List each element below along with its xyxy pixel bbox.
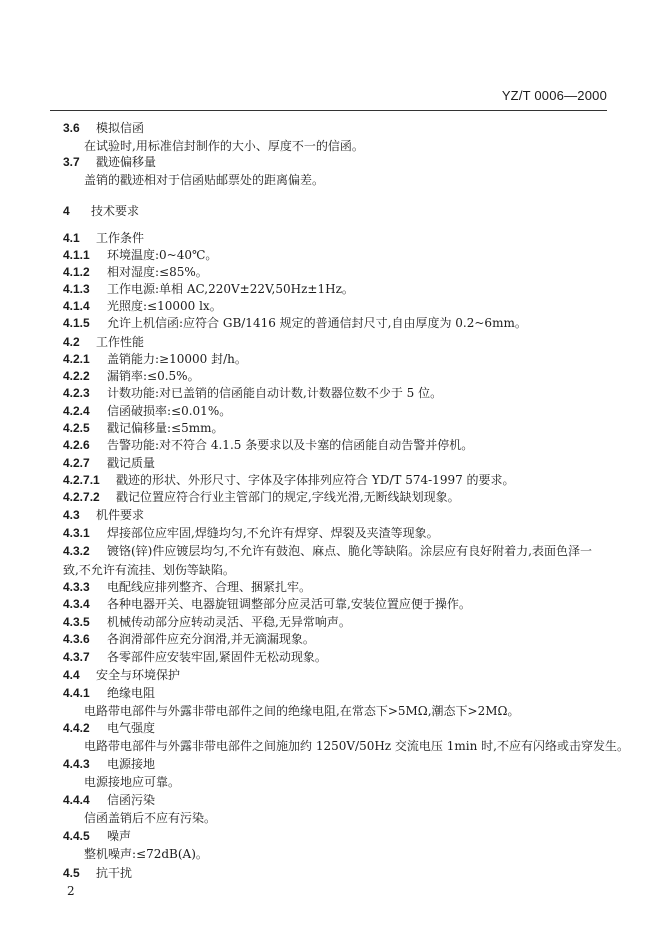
clause-number: 4.3.6 <box>63 632 90 646</box>
clause-text: 漏销率:≤0.5%。 <box>107 369 200 383</box>
clause-number: 4.2 <box>63 335 80 349</box>
clause-number: 4.2.4 <box>63 404 90 418</box>
clause-text: 电气强度 <box>107 721 156 735</box>
clause-number: 4.2.2 <box>63 369 90 383</box>
clause-number: 4.5 <box>63 866 80 880</box>
clause-number: 4.2.7 <box>63 456 90 470</box>
clause-text: 计数功能:对已盖销的信函能自动计数,计数器位数不少于 5 位。 <box>107 386 443 400</box>
clause-number: 4 <box>63 204 70 218</box>
clause-text: 戳迹偏移量 <box>96 155 157 169</box>
clause-text: 各润滑部件应充分润滑,并无滴漏现象。 <box>107 632 315 646</box>
paragraph-text: 整机噪声:≤72dB(A)。 <box>84 847 208 861</box>
clause-number: 4.2.3 <box>63 386 90 400</box>
paragraph-text: 信函盖销后不应有污染。 <box>84 811 217 825</box>
paragraph-text: 致,不允许有流挂、划伤等缺陷。 <box>63 563 235 577</box>
clause-text: 信函污染 <box>107 793 156 807</box>
clause-number: 4.4 <box>63 668 80 682</box>
clause-text: 各种电器开关、电器旋钮调整部分应灵活可靠,安装位置应便于操作。 <box>107 597 471 611</box>
clause-number: 4.1.1 <box>63 248 90 262</box>
clause-text: 技术要求 <box>91 204 140 218</box>
clause-text: 各零部件应安装牢固,紧固件无松动现象。 <box>107 650 327 664</box>
clause-text: 噪声 <box>107 829 132 843</box>
clause-text: 电配线应排列整齐、合理、捆紧扎牢。 <box>107 580 312 594</box>
clause-number: 4.1.4 <box>63 299 90 313</box>
clause-text: 戳记偏移量:≤5mm。 <box>107 421 224 435</box>
clause-text: 工作性能 <box>96 335 145 349</box>
paragraph-text: 电路带电部件与外露非带电部件之间施加约 1250V/50Hz 交流电压 1min 时,不应有闪络或击穿发生。 <box>84 739 629 753</box>
clause-number: 4.2.6 <box>63 438 90 452</box>
clause-text: 电源接地 <box>107 757 156 771</box>
clause-text: 安全与环境保护 <box>96 668 181 682</box>
clause-text: 工作电源:单相 AC,220V±22V,50Hz±1Hz。 <box>107 282 354 296</box>
clause-number: 3.6 <box>63 121 80 135</box>
paragraph-text: 电路带电部件与外露非带电部件之间的绝缘电阻,在常态下>5MΩ,潮态下>2MΩ。 <box>84 704 520 718</box>
paragraph-text: 在试验时,用标准信封制作的大小、厚度不一的信函。 <box>84 139 364 153</box>
clause-number: 4.4.3 <box>63 757 90 771</box>
clause-text: 允许上机信函:应符合 GB/1416 规定的普通信封尺寸,自由厚度为 0.2~6mm。 <box>107 316 527 330</box>
clause-number: 4.4.2 <box>63 721 90 735</box>
clause-number: 4.4.5 <box>63 829 90 843</box>
clause-text: 戳记质量 <box>107 456 156 470</box>
clause-text: 相对湿度:≤85%。 <box>107 265 208 279</box>
clause-text: 戳迹的形状、外形尺寸、字体及字体排列应符合 YD/T 574-1997 的要求。 <box>116 473 515 487</box>
clause-number: 4.3 <box>63 508 80 522</box>
clause-number: 4.4.4 <box>63 793 90 807</box>
clause-number: 4.3.4 <box>63 597 90 611</box>
clause-number: 4.1.5 <box>63 316 90 330</box>
clause-number: 4.1.2 <box>63 265 90 279</box>
clause-text: 绝缘电阻 <box>107 686 156 700</box>
clause-number: 4.1 <box>63 231 80 245</box>
clause-number: 4.2.1 <box>63 352 90 366</box>
clause-text: 焊接部位应牢固,焊缝均匀,不允许有焊穿、焊裂及夹渣等现象。 <box>107 526 439 540</box>
page-number: 2 <box>67 884 75 898</box>
clause-number: 4.3.1 <box>63 526 90 540</box>
clause-number: 4.4.1 <box>63 686 90 700</box>
clause-number: 4.3.3 <box>63 580 90 594</box>
paragraph-text: 盖销的戳迹相对于信函贴邮票处的距离偏差。 <box>84 173 325 187</box>
clause-text: 模拟信函 <box>96 121 145 135</box>
clause-text: 信函破损率:≤0.01%。 <box>107 404 232 418</box>
clause-text: 告警功能:对不符合 4.1.5 条要求以及卡塞的信函能自动告警并停机。 <box>107 438 474 452</box>
clause-number: 4.2.7.2 <box>63 490 100 504</box>
clause-number: 4.1.3 <box>63 282 90 296</box>
clause-number: 4.3.7 <box>63 650 90 664</box>
clause-text: 工作条件 <box>96 231 145 245</box>
running-header <box>50 88 607 111</box>
clause-text: 光照度:≤10000 lx。 <box>107 299 222 313</box>
clause-number: 4.3.5 <box>63 615 90 629</box>
paragraph-text: 电源接地应可靠。 <box>84 775 181 789</box>
clause-text: 机件要求 <box>96 508 145 522</box>
clause-number: 3.7 <box>63 155 80 169</box>
clause-text: 环境温度:0~40℃。 <box>107 248 218 262</box>
clause-text: 戳记位置应符合行业主管部门的规定,字线光滑,无断线缺划现象。 <box>116 490 460 504</box>
clause-text: 抗干扰 <box>96 866 133 880</box>
document-code: YZ/T 0006—2000 <box>501 88 607 103</box>
clause-text: 盖销能力:≥10000 封/h。 <box>107 352 247 366</box>
clause-text: 镀铬(锌)件应镀层均匀,不允许有鼓泡、麻点、脆化等缺陷。涂层应有良好附着力,表面色泽一 <box>107 544 592 558</box>
clause-number: 4.3.2 <box>63 544 90 558</box>
clause-number: 4.2.7.1 <box>63 473 100 487</box>
clause-number: 4.2.5 <box>63 421 90 435</box>
clause-text: 机械传动部分应转动灵活、平稳,无异常响声。 <box>107 615 351 629</box>
